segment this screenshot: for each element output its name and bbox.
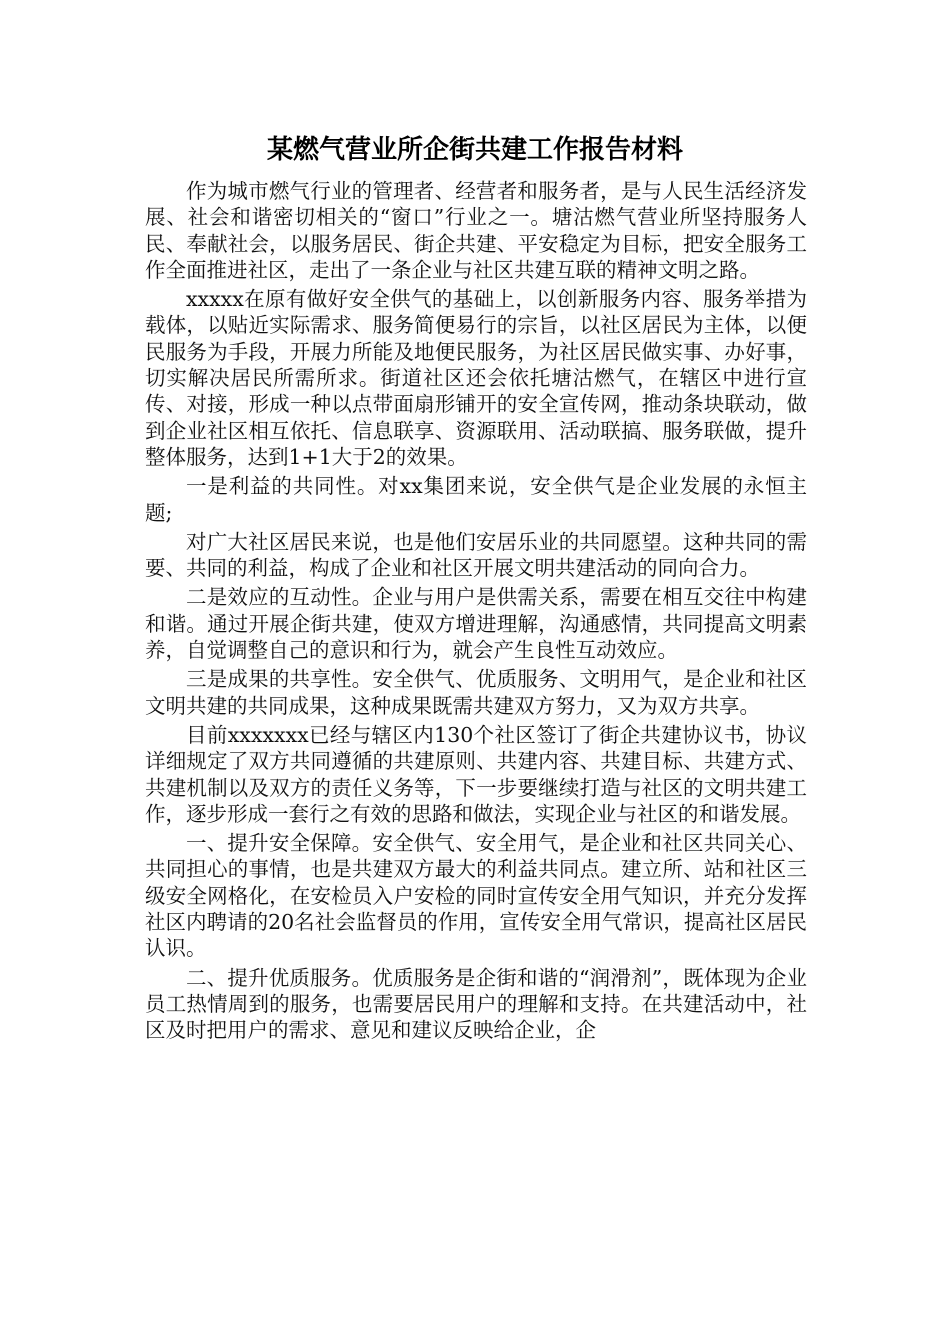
paragraph: 一、提升安全保障。安全供气、安全用气，是企业和社区共同关心、共同担心的事情，也是共建双方最大的利益共同点。建立所、站和社区三级安全网格化，在安检员入户安检的同时宣传安全用气知识，并充分发挥社区内聘请的20名社会监督员的作用，宣传安全用气常识，提高社区居民认识。 [145, 831, 807, 961]
paragraph: 一是利益的共同性。对xx集团来说，安全供气是企业发展的永恒主题; [145, 474, 807, 525]
paragraph: 目前xxxxxxx已经与辖区内130个社区签订了街企共建协议书，协议详细规定了双方共同遵循的共建原则、共建内容、共建目标、共建方式、共建机制以及双方的责任义务等，下一步要继续打造与社区的文明共建工作，逐步形成一套行之有效的思路和做法，实现企业与社区的和谐发展。 [145, 722, 807, 826]
paragraph: xxxxx在原有做好安全供气的基础上，以创新服务内容、服务举措为载体，以贴近实际需求、服务简便易行的宗旨，以社区居民为主体，以便民服务为手段，开展力所能及地便民服务，为社区居民做实事、办好事，切实解决居民所需所求。街道社区还会依托塘沽燃气，在辖区中进行宣传、对接，形成一种以点带面扇形铺开的安全宣传网，推动条块联动，做到企业社区相互依托、信息联享、资源联用、活动联搞、服务联做，提升整体服务，达到1+1大于2的效果。 [145, 287, 807, 469]
paragraph: 三是成果的共享性。安全供气、优质服务、文明用气，是企业和社区文明共建的共同成果，这种成果既需共建双方努力，又为双方共享。 [145, 667, 807, 718]
document-body [145, 178, 807, 1047]
paragraph: 作为城市燃气行业的管理者、经营者和服务者，是与人民生活经济发展、社会和谐密切相关的“窗口”行业之一。塘沽燃气营业所坚持服务人民、奉献社会，以服务居民、街企共建、平安稳定为目标，把安全服务工作全面推进社区，走出了一条企业与社区共建互联的精神文明之路。 [145, 179, 807, 282]
document-title: 某燃气营业所企街共建工作报告材料 [266, 135, 683, 165]
paragraph: 二是效应的互动性。企业与用户是供需关系，需要在相互交往中构建和谐。通过开展企街共建，使双方增进理解，沟通感情，共同提高文明素养，自觉调整自己的意识和行为，就会产生良性互动效应。 [145, 585, 807, 663]
paragraph: 二、提升优质服务。优质服务是企街和谐的“润滑剂”，既体现为企业员工热情周到的服务，也需要居民用户的理解和支持。在共建活动中，社区及时把用户的需求、意见和建议反映给企业，企 [145, 965, 807, 1043]
paragraph: 对广大社区居民来说，也是他们安居乐业的共同愿望。这种共同的需要、共同的利益，构成了企业和社区开展文明共建活动的同向合力。 [145, 529, 807, 581]
